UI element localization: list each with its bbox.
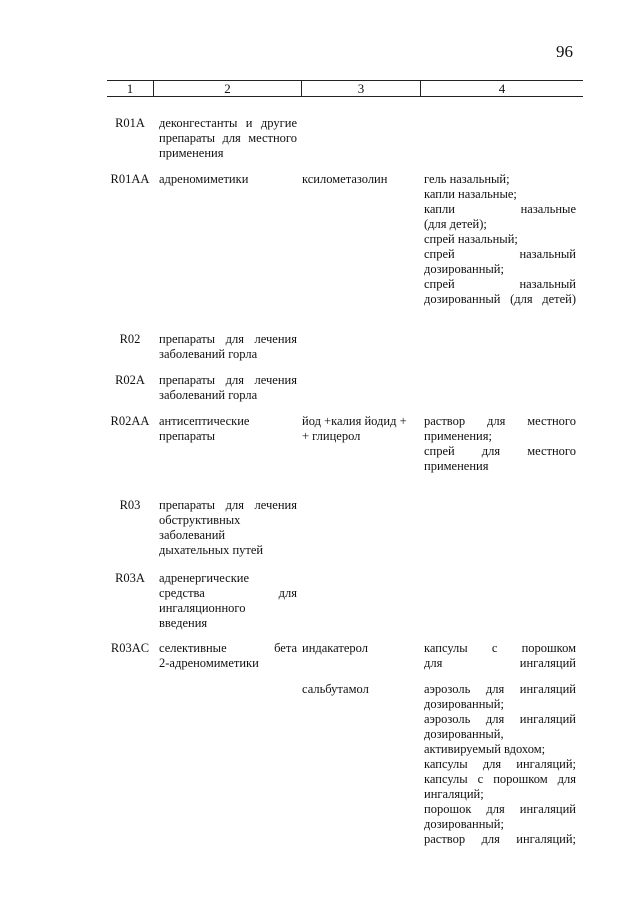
dosage-form-line: гель назальный;	[424, 172, 510, 186]
dosage-form-line: порошок для ингаляций	[424, 802, 576, 816]
dosage-form-line: капли назальные	[424, 202, 576, 216]
group-name-line: 2-адреномиметики	[159, 656, 259, 670]
header-col-2: 2	[153, 81, 301, 96]
group-name-line: препараты для лечения	[159, 498, 297, 512]
dosage-form-line: спрей назальный	[424, 277, 576, 291]
dosage-form-line: ингаляций;	[424, 787, 484, 801]
inn-line: ксилометазолин	[302, 172, 388, 186]
inn-name	[302, 682, 414, 697]
group-name	[159, 414, 297, 444]
dosage-form-line: капли назальные;	[424, 187, 517, 201]
dosage-form-line: аэрозоль для ингаляций	[424, 682, 576, 696]
dosage-form-line: раствор для местного	[424, 414, 576, 428]
group-name	[159, 116, 297, 161]
group-name	[159, 172, 297, 187]
group-name-line: препараты	[159, 429, 216, 443]
group-name	[159, 332, 297, 362]
dosage-form-line: раствор для ингаляций;	[424, 832, 576, 846]
group-name-line: адренергические	[159, 571, 250, 585]
group-name-line: обструктивных	[159, 513, 241, 527]
group-name-line: препараты для лечения	[159, 332, 297, 346]
atc-code: R01AA	[110, 172, 150, 186]
dosage-form-line: дозированный;	[424, 262, 504, 276]
page-number: 96	[556, 42, 573, 61]
atc-code: R03A	[115, 571, 145, 585]
dosage-form-line: для ингаляций	[424, 656, 576, 670]
dosage-form-line: применения	[424, 459, 489, 473]
dosage-form-line: спрей для местного	[424, 444, 576, 458]
atc-code: R02AA	[110, 414, 150, 428]
dosage-form-line: дозированный,	[424, 727, 504, 741]
group-name-line: ингаляционного	[159, 601, 246, 615]
atc-code: R03AC	[110, 641, 150, 655]
dosage-form-line: применения;	[424, 429, 492, 443]
group-name-line: препараты для лечения	[159, 373, 297, 387]
dosage-form	[424, 414, 576, 474]
inn-line: йод +калия йодид +	[302, 414, 407, 428]
group-name-line: заболеваний горла	[159, 388, 258, 402]
dosage-form-line: дозированный;	[424, 697, 504, 711]
dosage-form-line: дозированный (для детей)	[424, 292, 576, 306]
dosage-form-line: (для детей);	[424, 217, 487, 231]
inn-name	[302, 414, 414, 444]
dosage-form	[424, 682, 576, 847]
dosage-form-line: капсулы для ингаляций;	[424, 757, 576, 771]
atc-code: R02A	[115, 373, 145, 387]
group-name	[159, 373, 297, 403]
table-header	[107, 80, 583, 97]
header-col-1: 1	[126, 81, 134, 96]
inn-name	[302, 641, 414, 656]
inn-line: + глицерол	[302, 429, 361, 443]
dosage-form-line: дозированный;	[424, 817, 504, 831]
group-name	[159, 571, 297, 631]
inn-line: индакатерол	[302, 641, 368, 655]
atc-code: R01A	[115, 116, 145, 130]
group-name-line: препараты для местного	[159, 131, 297, 145]
group-name	[159, 641, 297, 671]
dosage-form	[424, 641, 576, 671]
inn-name	[302, 172, 414, 187]
group-name-line: применения	[159, 146, 224, 160]
group-name	[159, 498, 297, 558]
atc-code: R03	[119, 498, 141, 512]
group-name-line: адреномиметики	[159, 172, 249, 186]
group-name-line: селективные бета	[159, 641, 297, 655]
dosage-form-line: спрей назальный;	[424, 232, 518, 246]
dosage-form-line: аэрозоль для ингаляций	[424, 712, 576, 726]
dosage-form	[424, 172, 576, 307]
inn-line: сальбутамол	[302, 682, 369, 696]
group-name-line: антисептические	[159, 414, 250, 428]
group-name-line: введения	[159, 616, 208, 630]
header-col-3: 3	[301, 81, 420, 96]
group-name-line: заболеваний горла	[159, 347, 258, 361]
group-name-line: деконгестанты и другие	[159, 116, 297, 130]
group-name-line: средства для	[159, 586, 297, 600]
group-name-line: дыхательных путей	[159, 543, 264, 557]
dosage-form-line: капсулы с порошком для	[424, 772, 576, 786]
atc-code: R02	[119, 332, 141, 346]
group-name-line: заболеваний	[159, 528, 226, 542]
dosage-form-line: спрей назальный	[424, 247, 576, 261]
header-col-4: 4	[420, 81, 583, 96]
dosage-form-line: активируемый вдохом;	[424, 742, 546, 756]
dosage-form-line: капсулы с порошком	[424, 641, 576, 655]
